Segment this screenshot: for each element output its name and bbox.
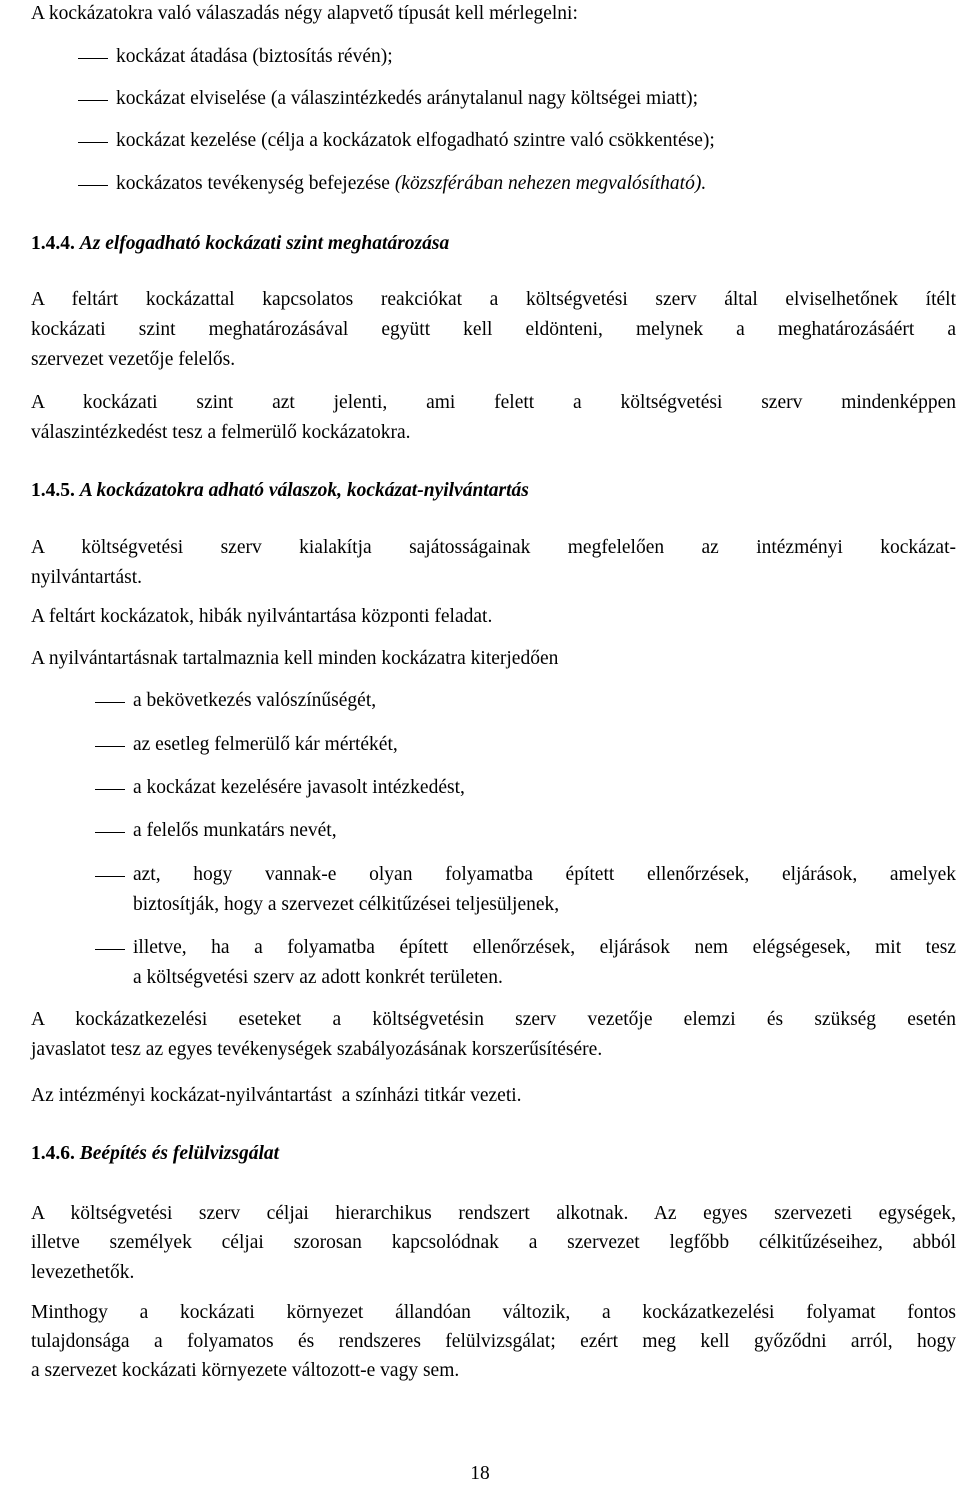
list-item-continued: biztosítják, hogy a szervezet célkitűzései teljesüljenek, — [133, 894, 560, 915]
list-item: a felelős munkatárs nevét, — [133, 820, 337, 841]
paragraph-line: szervezet vezetője felelős. — [31, 349, 236, 370]
dash-bullet — [95, 949, 125, 950]
section-heading-1-4-6: 1.4.6. Beépítés és felülvizsgálat — [31, 1143, 280, 1164]
paragraph-line: A feltárt kockázatok, hibák nyilvántartása központi feladat. — [31, 606, 493, 627]
section-heading-1-4-5: 1.4.5. A kockázatokra adható válaszok, kockázat-nyilvántartás — [31, 480, 529, 501]
list-item: kockázat elviselése (a válaszintézkedés aránytalanul nagy költségei miatt); — [116, 88, 699, 109]
dash-bullet — [78, 58, 108, 59]
paragraph-line: A költségvetési szerv kialakítja sajátosságainak megfelelően az intézményi kockázat- — [31, 537, 956, 558]
dash-bullet — [95, 746, 125, 747]
paragraph-line: a szervezet kockázati környezete változott-e vagy sem. — [31, 1360, 460, 1381]
dash-bullet — [78, 100, 108, 101]
paragraph-line: Minthogy a kockázati környezet állandóan változik, a kockázatkezelési folyamat fontos — [31, 1302, 956, 1323]
dash-bullet — [78, 142, 108, 143]
dash-bullet — [95, 702, 125, 703]
paragraph-line: nyilvántartást. — [31, 567, 143, 588]
dash-bullet — [95, 832, 125, 833]
list-item: a bekövetkezés valószínűségét, — [133, 690, 377, 711]
list-item-continued: a költségvetési szerv az adott konkrét területen. — [133, 967, 503, 988]
paragraph-line: levezethetők. — [31, 1262, 135, 1283]
section-heading-1-4-4: 1.4.4. Az elfogadható kockázati szint meghatározása — [31, 233, 450, 254]
intro-text: A kockázatokra való válaszadás négy alapvető típusát kell mérlegelni: — [31, 3, 578, 24]
list-item: azt, hogy vannak-e olyan folyamatba épített ellenőrzések, eljárások, amelyek — [133, 864, 956, 885]
paragraph-line: tulajdonsága a folyamatos és rendszeres felülvizsgálat; ezért meg kell győződni arról, hogy — [31, 1331, 956, 1352]
dash-bullet — [95, 789, 125, 790]
paragraph-line: A költségvetési szerv céljai hierarchikus rendszert alkotnak. Az egyes szervezeti egységek, — [31, 1203, 956, 1224]
page-number: 18 — [470, 1463, 490, 1484]
list-item: kockázat kezelése (célja a kockázatok elfogadható szintre való csökkentése); — [116, 130, 715, 151]
list-item: a kockázat kezelésére javasolt intézkedést, — [133, 777, 465, 798]
list-item: kockázat átadása (biztosítás révén); — [116, 46, 393, 67]
list-item: illetve, ha a folyamatba épített ellenőrzések, eljárások nem elégségesek, mit tesz — [133, 937, 956, 958]
paragraph-line: illetve személyek céljai szorosan kapcsolódnak a szervezet legfőbb célkitűzéseihez, abból — [31, 1232, 956, 1253]
paragraph-line: Az intézményi kockázat-nyilvántartást a színházi titkár vezeti. — [31, 1085, 522, 1106]
paragraph-line: A nyilvántartásnak tartalmaznia kell minden kockázatra kiterjedően — [31, 648, 559, 669]
paragraph-line: javaslatot tesz az egyes tevékenységek szabályozásának korszerűsítésére. — [31, 1039, 603, 1060]
list-item: az esetleg felmerülő kár mértékét, — [133, 734, 398, 755]
dash-bullet — [95, 876, 125, 877]
paragraph-line: A kockázatkezelési eseteket a költségvetésin szerv vezetője elemzi és szükség esetén — [31, 1009, 956, 1030]
paragraph-line: A feltárt kockázattal kapcsolatos reakciókat a költségvetési szerv által elviselhetőnek ítélt — [31, 289, 956, 310]
paragraph-line: válaszintézkedést tesz a felmerülő kockázatokra. — [31, 422, 411, 443]
paragraph-line: kockázati szint meghatározásával együtt kell eldönteni, melynek a meghatározásáért a — [31, 319, 956, 340]
paragraph-line: A kockázati szint azt jelenti, ami felett a költségvetési szerv mindenképpen — [31, 392, 956, 413]
dash-bullet — [78, 185, 108, 186]
list-item: kockázatos tevékenység befejezése (közszférában nehezen megvalósítható). — [116, 173, 707, 194]
